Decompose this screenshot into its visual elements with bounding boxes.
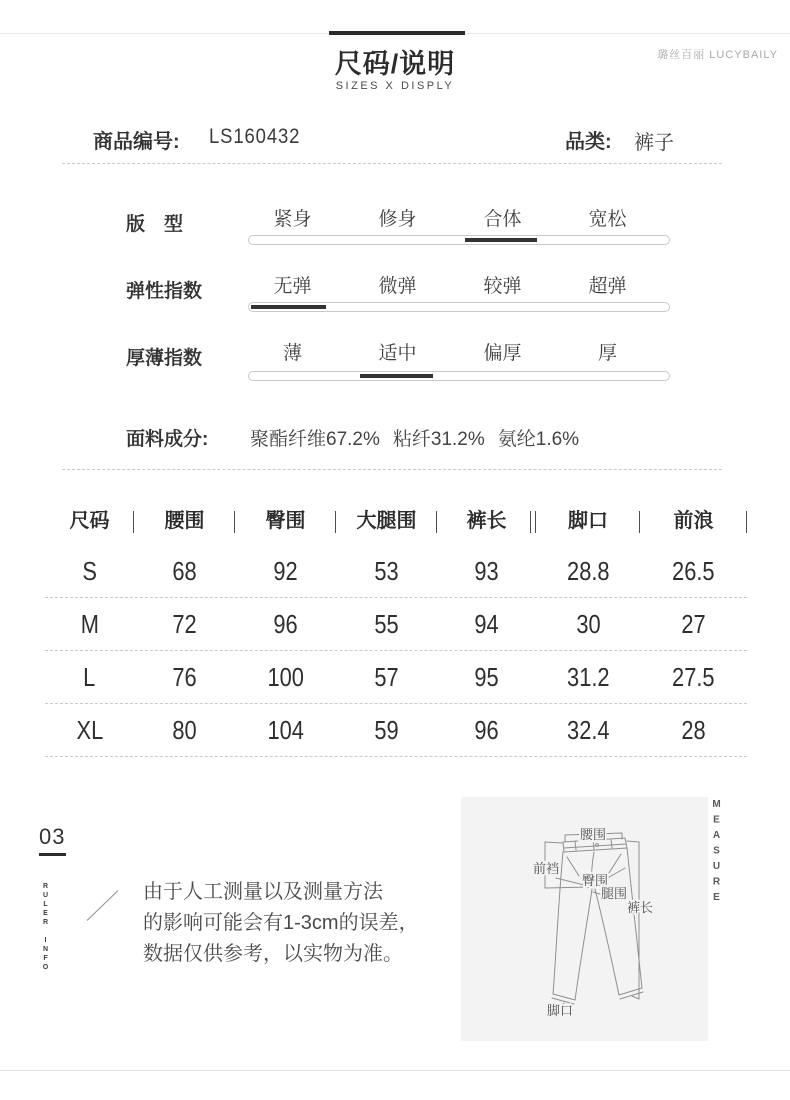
- elasticity-option: 无弹: [273, 276, 312, 297]
- elasticity-option: 较弹: [483, 276, 522, 297]
- diagram-front-rise-label: 前裆: [532, 861, 560, 876]
- section-number: 03: [39, 824, 66, 849]
- section-number-underline: [39, 853, 66, 856]
- product-code-value: LS160432: [209, 125, 301, 148]
- table-row: XL 80 104 59 96 32.4 28: [45, 704, 747, 757]
- fabric-composition: [250, 424, 592, 451]
- divider-dashed: [62, 163, 722, 164]
- diagram-hem-label: 脚口: [546, 1003, 574, 1018]
- thickness-scale-indicator: [360, 374, 433, 378]
- col-header-size: 尺码: [45, 498, 134, 545]
- fit-option: 合体: [483, 209, 522, 230]
- size-table-header: [45, 498, 747, 545]
- fabric-item: 聚酯纤维67.2%: [250, 429, 380, 450]
- elasticity-label: 弹性指数: [126, 281, 203, 302]
- diagram-length-label: 裤长: [626, 900, 654, 915]
- fabric-label: 面料成分:: [126, 429, 209, 450]
- thickness-label: 厚薄指数: [126, 348, 203, 369]
- brand-logo-text: 璐丝百丽 LUCYBAILY: [657, 49, 778, 61]
- thickness-options: [240, 338, 660, 365]
- elasticity-scale-indicator: [251, 305, 326, 309]
- fit-options: [240, 204, 660, 231]
- pants-measure-diagram: [461, 797, 708, 1041]
- table-row: L 76 100 57 95 31.2 27.5: [45, 651, 747, 704]
- table-row: S 68 92 53 93 28.8 26.5: [45, 545, 747, 598]
- page-title: 尺码/说明: [334, 49, 456, 79]
- diagram-waist-label: 腰围: [579, 827, 607, 842]
- diagram-hip-label: 臀围: [581, 873, 609, 888]
- divider-dashed: [62, 469, 722, 470]
- category-label: 品类:: [565, 131, 612, 153]
- slash-decoration: [87, 890, 119, 921]
- thickness-option: 薄: [282, 343, 302, 364]
- elasticity-options: [240, 271, 660, 298]
- fit-option: 紧身: [273, 209, 312, 230]
- thickness-option: 适中: [378, 343, 417, 364]
- thickness-option: 偏厚: [483, 343, 522, 364]
- measure-vertical-label: MEASURE: [711, 799, 722, 908]
- fit-label: 版 型: [126, 214, 184, 235]
- table-row: M 72 96 55 94 30 27: [45, 598, 747, 651]
- fit-scale-track: [248, 235, 670, 245]
- size-table: [45, 498, 747, 757]
- ruler-info-vertical-label: RULER INFO: [42, 883, 49, 973]
- category-value: 裤子: [634, 132, 674, 154]
- col-header-length: 裤长: [437, 498, 536, 545]
- note-line: 的影响可能会有1-3cm的误差，: [143, 912, 419, 934]
- fit-option: 修身: [378, 209, 417, 230]
- elasticity-scale-track: [248, 302, 670, 312]
- fit-scale-indicator: [465, 238, 537, 242]
- footer-divider: [0, 1070, 790, 1071]
- note-line: 数据仅供参考，以实物为准。: [143, 943, 403, 965]
- fit-option: 宽松: [588, 209, 627, 230]
- elasticity-option: 超弹: [588, 276, 627, 297]
- note-line: 由于人工测量以及测量方法: [143, 881, 383, 903]
- fabric-item: 粘纤31.2%: [392, 429, 485, 450]
- product-code-label: 商品编号:: [93, 131, 180, 153]
- page-subtitle: SIZES X DISPLY: [335, 80, 455, 92]
- col-header-hem: 脚口: [536, 498, 640, 545]
- measurement-note: [143, 877, 419, 970]
- pants-outline-drawing: [461, 797, 708, 1041]
- diagram-thigh-label: 腿围: [600, 886, 628, 901]
- elasticity-option: 微弹: [378, 276, 417, 297]
- col-header-front-rise: 前浪: [640, 498, 747, 545]
- col-header-waist: 腰围: [134, 498, 235, 545]
- col-header-thigh: 大腿围: [336, 498, 437, 545]
- fabric-item: 氨纶1.6%: [497, 429, 580, 450]
- header-divider-accent: [329, 31, 465, 35]
- col-header-hip: 臀围: [235, 498, 336, 545]
- thickness-option: 厚: [597, 343, 617, 364]
- thickness-scale-track: [248, 371, 670, 381]
